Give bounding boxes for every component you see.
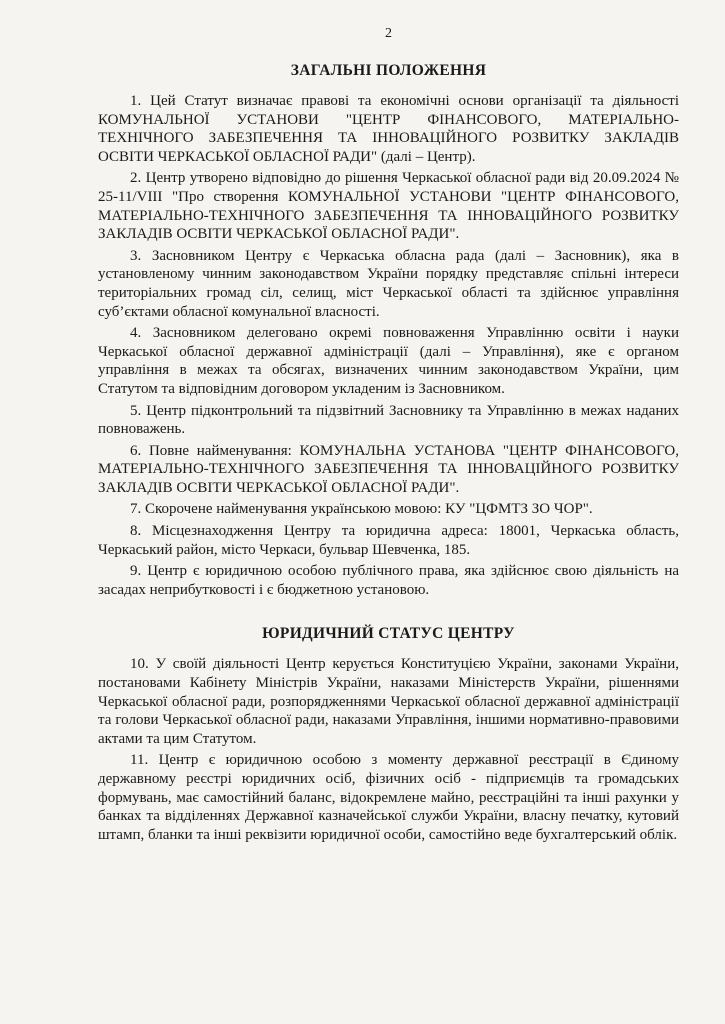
paragraph-6: 6. Повне найменування: КОМУНАЛЬНА УСТАНОВА "ЦЕНТР ФІНАНСОВОГО, МАТЕРІАЛЬНО-ТЕХНІЧНОГО ЗАБЕЗПЕЧЕННЯ ТА ІННОВАЦІЙНОГО РОЗВИТКУ ЗАКЛАДІВ ОСВІТИ ЧЕРКАСЬКОЇ ОБЛАСНОЇ РАДИ". bbox=[98, 442, 679, 496]
section-title-general-provisions: ЗАГАЛЬНІ ПОЛОЖЕННЯ bbox=[290, 62, 487, 79]
paragraph-4: 4. Засновником делеговано окремі повноваження Управлінню освіти і науки Черкаської обласної державної адміністрації (далі – Управління), яке є органом управління в межах та обсягах, визначених чинним законодавством України, цим Статутом та відповідним договором укладеним із Засновником. bbox=[98, 325, 679, 397]
paragraph-7: 7. Скорочене найменування українською мовою: КУ "ЦФМТЗ ЗО ЧОР". bbox=[130, 501, 593, 518]
paragraph-10: 10. У своїй діяльності Центр керується Конституцією України, законами України, постановами Кабінету Міністрів України, наказами Міністерств України, рішеннями Черкаської обласної ради, розпорядженнями Черкаської обласної державної адміністрації та голови Черкаської обласної ради, наказами Управління, іншими нормативно-правовими актами та цим Статутом. bbox=[98, 656, 679, 747]
page-number: 2 bbox=[385, 26, 392, 41]
paragraph-3: 3. Засновником Центру є Черкаська обласна рада (далі – Засновник), яка в установленому чинним законодавством України порядку представляє спільні інтереси територіальних громад сіл, селищ, міст Черкаської області та здійснює управління суб’єктами обласної комунальної власності. bbox=[98, 247, 679, 320]
paragraph-11: 11. Центр є юридичною особою з моменту державної реєстрації в Єдиному державному реєстрі юридичних осіб, фізичних осіб - підприємців та громадських формувань, має самостійний баланс, відокремлене майно, реєстраційні та інші рахунки у банках та відділеннях Державної казначейської служби України, власну печатку, кутовий штамп, бланки та інші реквізити юридичної особи, самостійно веде бухгалтерський облік. bbox=[98, 752, 679, 843]
paragraph-5: 5. Центр підконтрольний та підзвітний Засновнику та Управлінню в межах наданих повноважень. bbox=[98, 402, 679, 438]
paragraph-8: 8. Місцезнаходження Центру та юридична адреса: 18001, Черкаська область, Черкаський район, місто Черкаси, бульвар Шевченка, 185. bbox=[98, 523, 679, 558]
paragraph-1: 1. Цей Статут визначає правові та економічні основи організації та діяльності КОМУНАЛЬНОЇ УСТАНОВИ "ЦЕНТР ФІНАНСОВОГО, МАТЕРІАЛЬНО-ТЕХНІЧНОГО ЗАБЕЗПЕЧЕННЯ ТА ІННОВАЦІЙНОГО РОЗВИТКУ ЗАКЛАДІВ ОСВІТИ ЧЕРКАСЬКОЇ ОБЛАСНОЇ РАДИ" (далі – Центр). bbox=[98, 93, 679, 165]
paragraph-2: 2. Центр утворено відповідно до рішення Черкаської обласної ради від 20.09.2024 № 25-11/VIII "Про створення КОМУНАЛЬНОЇ УСТАНОВИ "ЦЕНТР ФІНАНСОВОГО, МАТЕРІАЛЬНО-ТЕХНІЧНОГО ЗАБЕЗПЕЧЕННЯ ТА ІННОВАЦІЙНОГО РОЗВИТКУ ЗАКЛАДІВ ОСВІТИ ЧЕРКАСЬКОЇ ОБЛАСНОЇ РАДИ". bbox=[98, 170, 679, 243]
section-legal-status bbox=[98, 655, 679, 844]
section-title-legal-status: ЮРИДИЧНИЙ СТАТУС ЦЕНТРУ bbox=[262, 625, 515, 643]
paragraph-9: 9. Центр є юридичною особою публічного права, яка здійснює свою діяльність на засадах неприбутковості і є бюджетною установою. bbox=[98, 563, 679, 598]
section-general-provisions bbox=[98, 92, 679, 599]
